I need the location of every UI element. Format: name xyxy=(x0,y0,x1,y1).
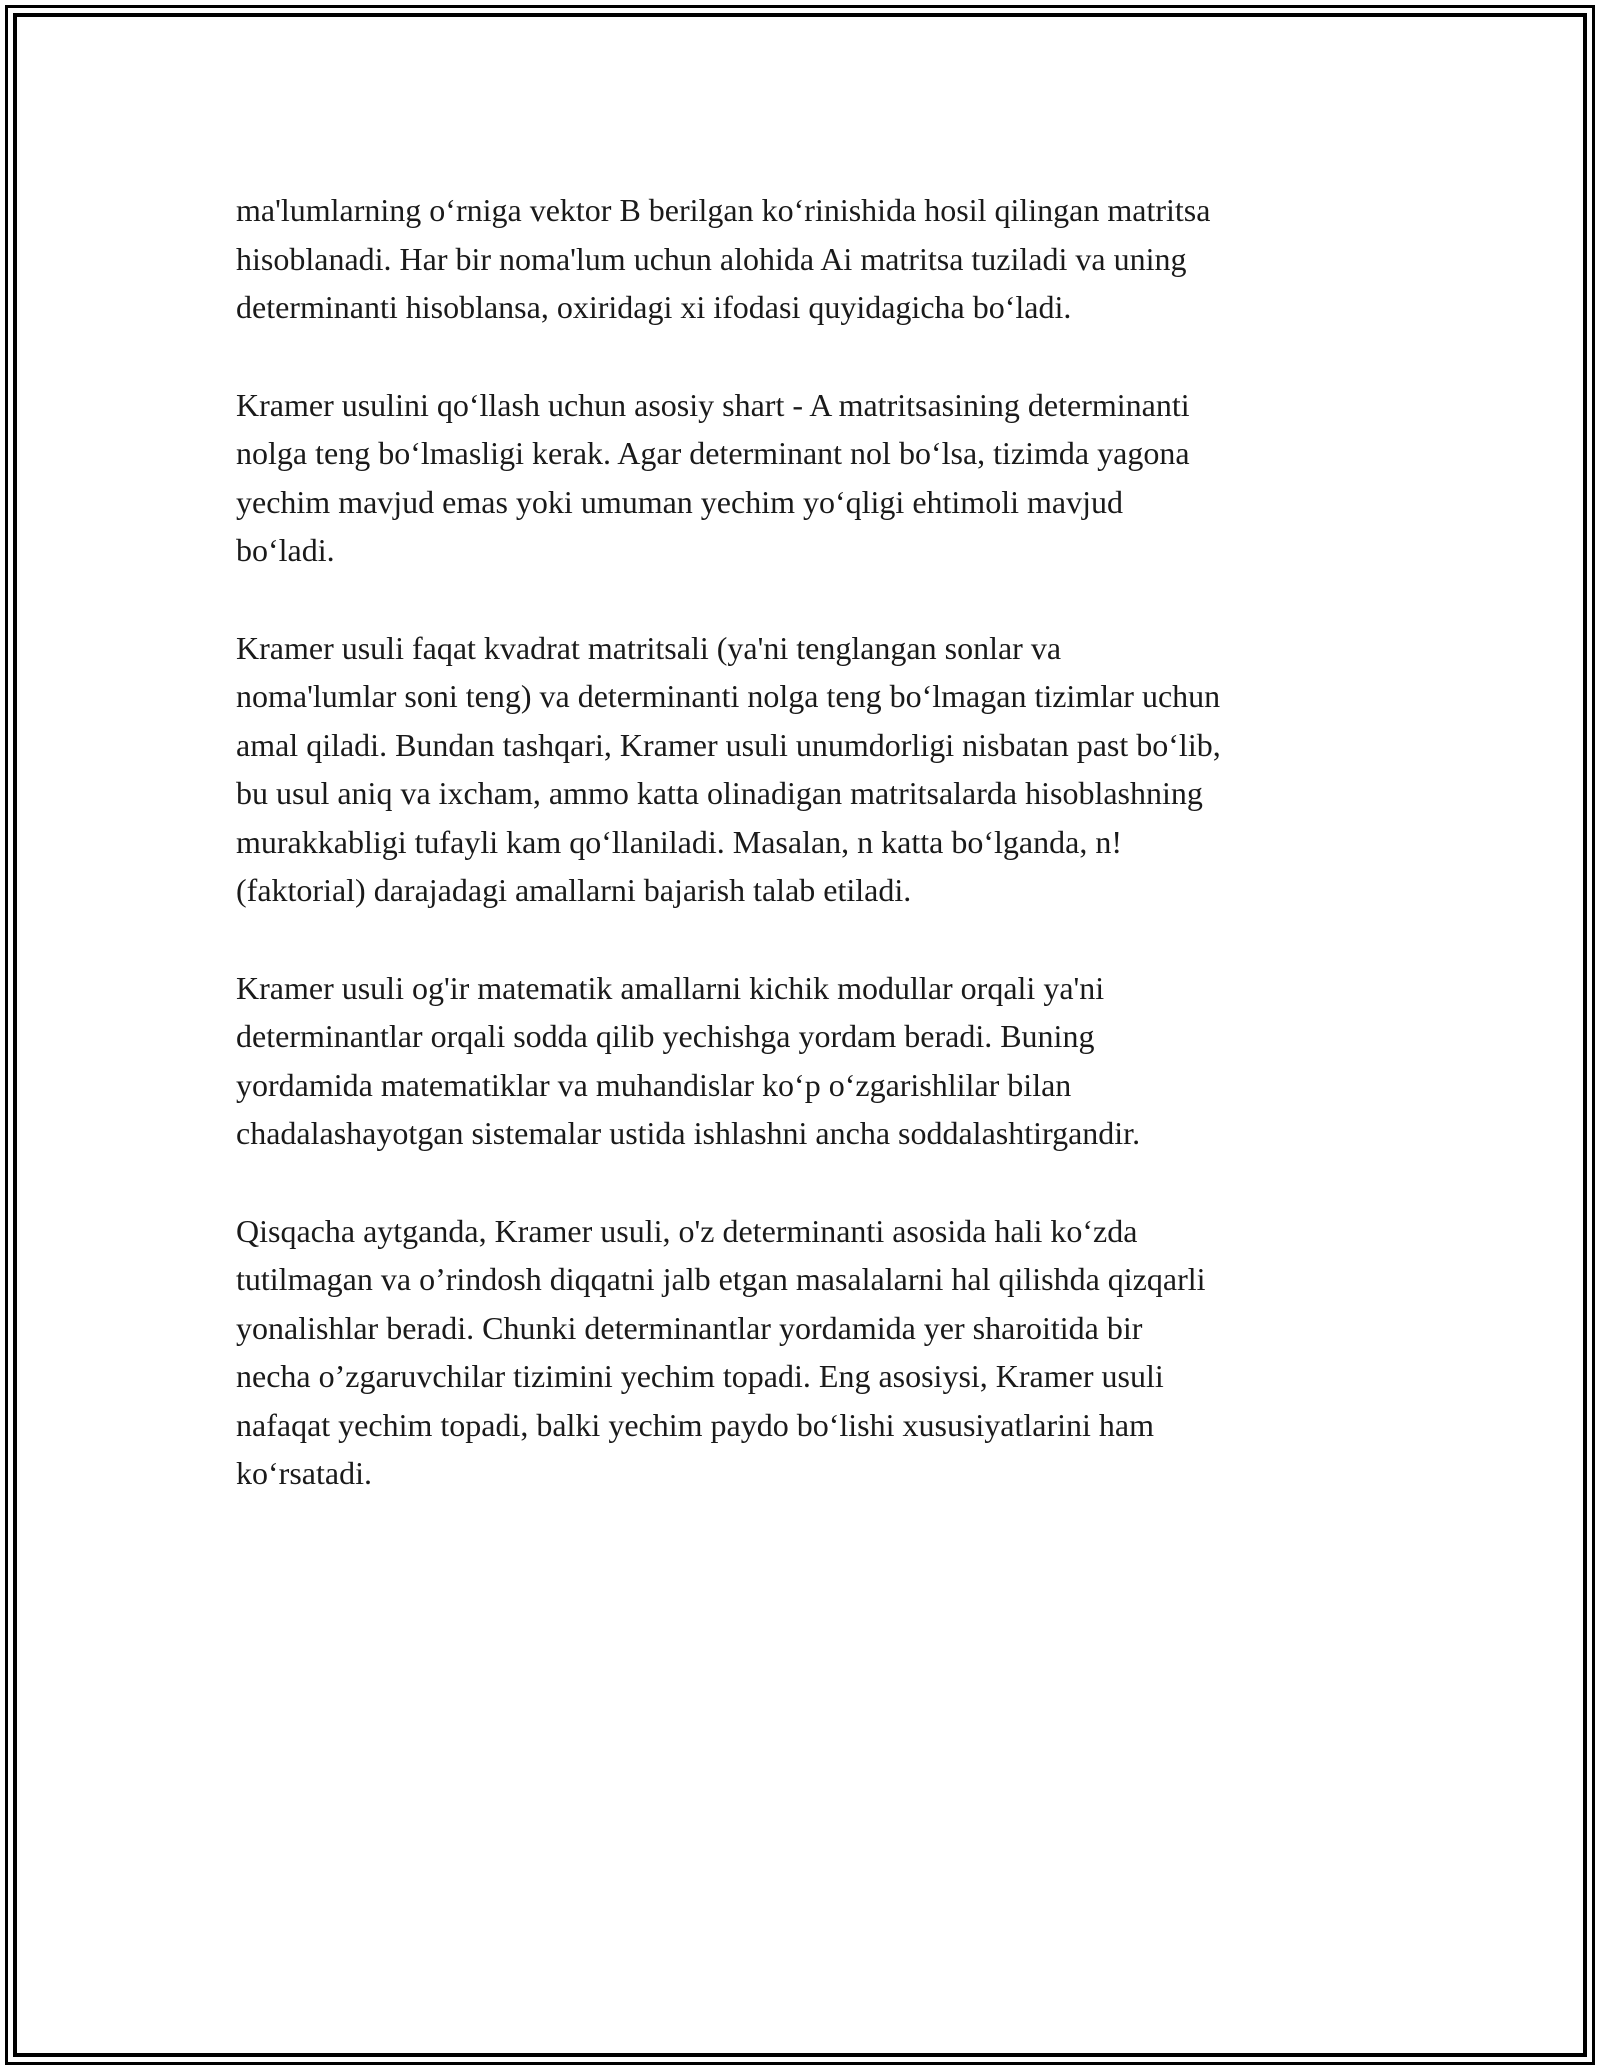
text-line: Kramer usuli faqat kvadrat matritsali (ya'ni tenglangan sonlar va xyxy=(236,629,1062,666)
text-line: nafaqat yechim topadi, balki yechim paydo bo‘lishi xususiyatlarini ham xyxy=(236,1406,1154,1443)
document-body xyxy=(236,186,1366,1547)
text-line: yechim mavjud emas yoki umuman yechim yo‘qligi ehtimoli mavjud xyxy=(236,483,1123,520)
paragraph-3 xyxy=(236,624,1366,915)
text-line: hisoblanadi. Har bir noma'lum uchun alohida Ai matritsa tuziladi va uning xyxy=(236,240,1187,277)
text-line: determinantlar orqali sodda qilib yechishga yordam beradi. Buning xyxy=(236,1018,1095,1054)
text-line: bu usul aniq va ixcham, ammo katta olinadigan matritsalarda hisoblashning xyxy=(236,775,1203,811)
text-line: (faktorial) darajadagi amallarni bajarish talab etiladi. xyxy=(236,872,912,908)
text-line: chadalashayotgan sistemalar ustida ishlashni ancha soddalashtirgandir. xyxy=(236,1115,1141,1151)
text-line: amal qiladi. Bundan tashqari, Kramer usuli unumdorligi nisbatan past bo‘lib, xyxy=(236,726,1221,763)
paragraph-2 xyxy=(236,381,1366,575)
paragraph-5 xyxy=(236,1207,1366,1498)
text-line: tutilmagan va o’rindosh diqqatni jalb etgan masalalarni hal qilishda qizqarli xyxy=(236,1261,1206,1297)
text-line: ma'lumlarning o‘rniga vektor B berilgan ko‘rinishida hosil qilingan matritsa xyxy=(236,192,1211,228)
text-line: nolga teng bo‘lmasligi kerak. Agar determinant nol bo‘lsa, tizimda yagona xyxy=(236,435,1190,471)
paragraph-1 xyxy=(236,186,1366,332)
paragraph-4 xyxy=(236,964,1366,1158)
text-line: determinanti hisoblansa, oxiridagi xi ifodasi quyidagicha bo‘ladi. xyxy=(236,289,1072,325)
text-line: Kramer usulini qo‘llash uchun asosiy shart - A matritsasining determinanti xyxy=(236,386,1190,423)
text-line: necha o’zgaruvchilar tizimini yechim topadi. Eng asosiysi, Kramer usuli xyxy=(236,1358,1164,1394)
text-line: murakkabligi tufayli kam qo‘llaniladi. Masalan, n katta bo‘lganda, n! xyxy=(236,823,1122,860)
text-line: yordamida matematiklar va muhandislar ko‘p o‘zgarishlilar bilan xyxy=(236,1066,1072,1103)
text-line: ko‘rsatadi. xyxy=(236,1455,372,1491)
text-line: bo‘ladi. xyxy=(236,532,335,568)
text-line: Qisqacha aytganda, Kramer usuli, o'z determinanti asosida hali ko‘zda xyxy=(236,1212,1138,1249)
text-line: yonalishlar beradi. Chunki determinantlar yordamida yer sharoitida bir xyxy=(236,1309,1143,1346)
text-line: noma'lumlar soni teng) va determinanti nolga teng bo‘lmagan tizimlar uchun xyxy=(236,678,1221,714)
text-line: Kramer usuli og'ir matematik amallarni kichik modullar orqali ya'ni xyxy=(236,969,1105,1006)
